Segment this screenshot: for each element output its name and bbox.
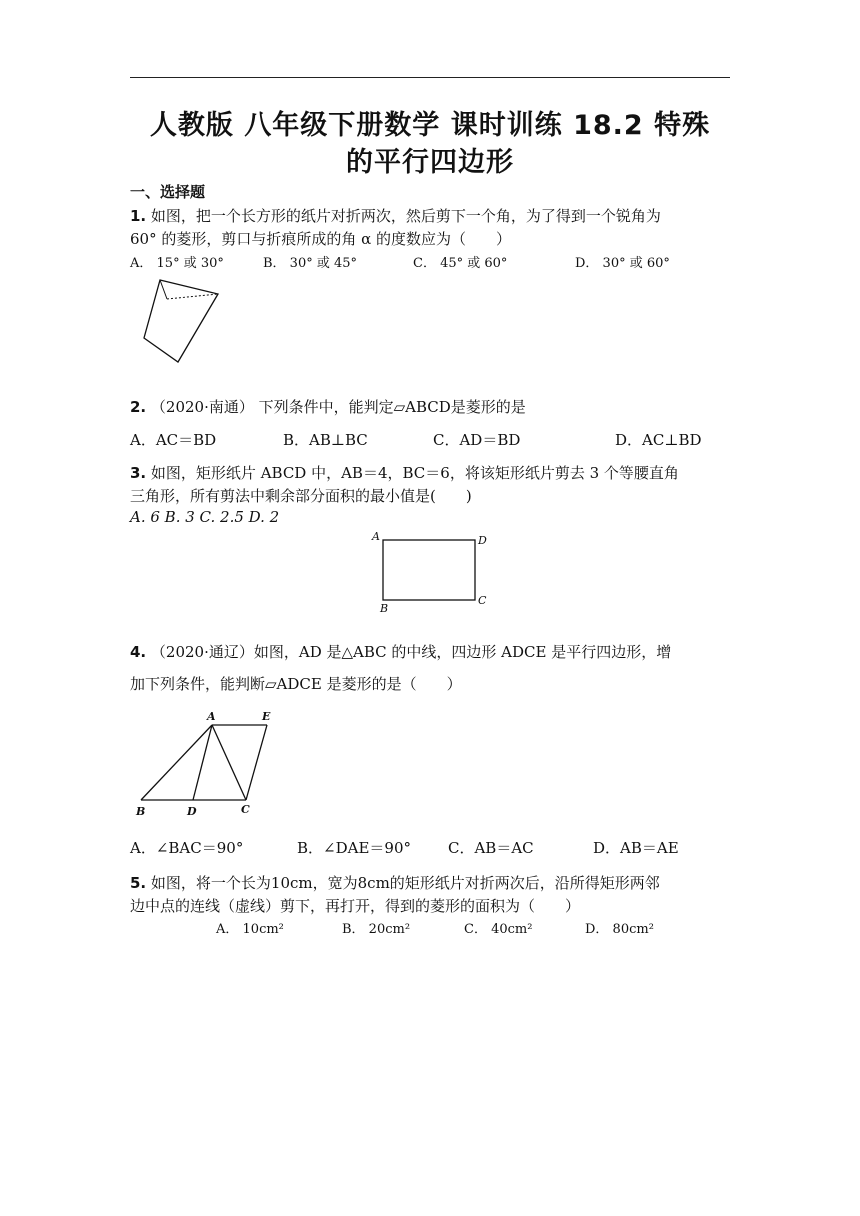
q1-option-a: A． 15° 或 30° bbox=[130, 256, 224, 271]
q5-line1 bbox=[130, 872, 660, 893]
q3-text1: 如图，矩形纸片 ABCD 中，AB＝4，BC＝6，将该矩形纸片剪去 3 个等腰直角 bbox=[150, 464, 679, 482]
q2-text: （2020·南通） 下列条件中，能判定▱ABCD是菱形的是 bbox=[150, 398, 526, 416]
q3-label-c: C bbox=[478, 594, 487, 607]
q5-option-c: C． 40cm² bbox=[464, 922, 533, 937]
q3-label-b: B bbox=[380, 602, 389, 615]
section-heading: 一、选择题 bbox=[130, 183, 206, 201]
page-title-line1: 人教版 八年级下册数学 课时训练 18.2 特殊 bbox=[149, 110, 711, 141]
q2-line bbox=[130, 396, 526, 417]
q3-options: A. 6 B. 3 C. 2.5 D. 2 bbox=[130, 508, 280, 526]
q5-option-b: B． 20cm² bbox=[342, 922, 411, 937]
q2-number: 2. bbox=[130, 398, 147, 416]
q4-option-d: D．AB＝AE bbox=[593, 839, 679, 857]
q4-number: 4. bbox=[130, 643, 147, 661]
q4-text2: 加下列条件，能判断▱ADCE 是菱形的是（ ） bbox=[130, 675, 462, 693]
q4-line1 bbox=[130, 641, 671, 662]
q3-text2: 三角形，所有剪法中剩余部分面积的最小值是( ) bbox=[130, 487, 472, 505]
q4-parallelogram-figure bbox=[132, 708, 282, 820]
q4-label-d: D bbox=[187, 805, 197, 818]
q5-option-a: A． 10cm² bbox=[216, 922, 284, 937]
q5-text2: 边中点的连线（虚线）剪下，再打开，得到的菱形的面积为（ ） bbox=[130, 897, 581, 915]
q4-label-e: E bbox=[262, 710, 271, 723]
q3-label-d: D bbox=[478, 534, 487, 547]
q4-option-a: A．∠BAC＝90° bbox=[130, 839, 244, 857]
q1-text2: 60° 的菱形，剪口与折痕所成的角 α 的度数应为（ ） bbox=[130, 230, 512, 248]
q1-text1: 如图，把一个长方形的纸片对折两次，然后剪下一个角，为了得到一个锐角为 bbox=[150, 207, 661, 225]
q1-option-b: B． 30° 或 45° bbox=[263, 256, 358, 271]
q1-folded-paper-figure bbox=[138, 278, 228, 368]
q1-option-d: D． 30° 或 60° bbox=[575, 256, 670, 271]
q3-rectangle-figure bbox=[368, 530, 498, 614]
q1-option-c: C． 45° 或 60° bbox=[413, 256, 508, 271]
q5-option-d: D． 80cm² bbox=[585, 922, 654, 937]
q2-option-a: A．AC＝BD bbox=[130, 431, 217, 449]
q4-option-c: C．AB＝AC bbox=[448, 839, 534, 857]
page-title-line2: 的平行四边形 bbox=[346, 147, 514, 178]
q2-option-b: B．AB⊥BC bbox=[283, 431, 368, 449]
top-rule bbox=[130, 77, 730, 78]
q4-option-b: B．∠DAE＝90° bbox=[297, 839, 411, 857]
q4-label-c: C bbox=[241, 803, 250, 816]
q4-text1: （2020·通辽）如图，AD 是△ABC 的中线，四边形 ADCE 是平行四边形，增 bbox=[150, 643, 672, 661]
q1-line1 bbox=[130, 205, 661, 226]
q4-label-b: B bbox=[136, 805, 146, 818]
q2-option-d: D．AC⊥BD bbox=[615, 431, 702, 449]
q4-label-a: A bbox=[207, 710, 216, 723]
q3-line1 bbox=[130, 462, 679, 483]
q5-number: 5. bbox=[130, 874, 147, 892]
q2-option-c: C．AD＝BD bbox=[433, 431, 521, 449]
q3-number: 3. bbox=[130, 464, 147, 482]
q3-label-a: A bbox=[372, 530, 380, 543]
q1-number: 1. bbox=[130, 207, 147, 225]
q5-text1: 如图，将一个长为10cm，宽为8cm的矩形纸片对折两次后，沿所得矩形两邻 bbox=[150, 874, 660, 892]
